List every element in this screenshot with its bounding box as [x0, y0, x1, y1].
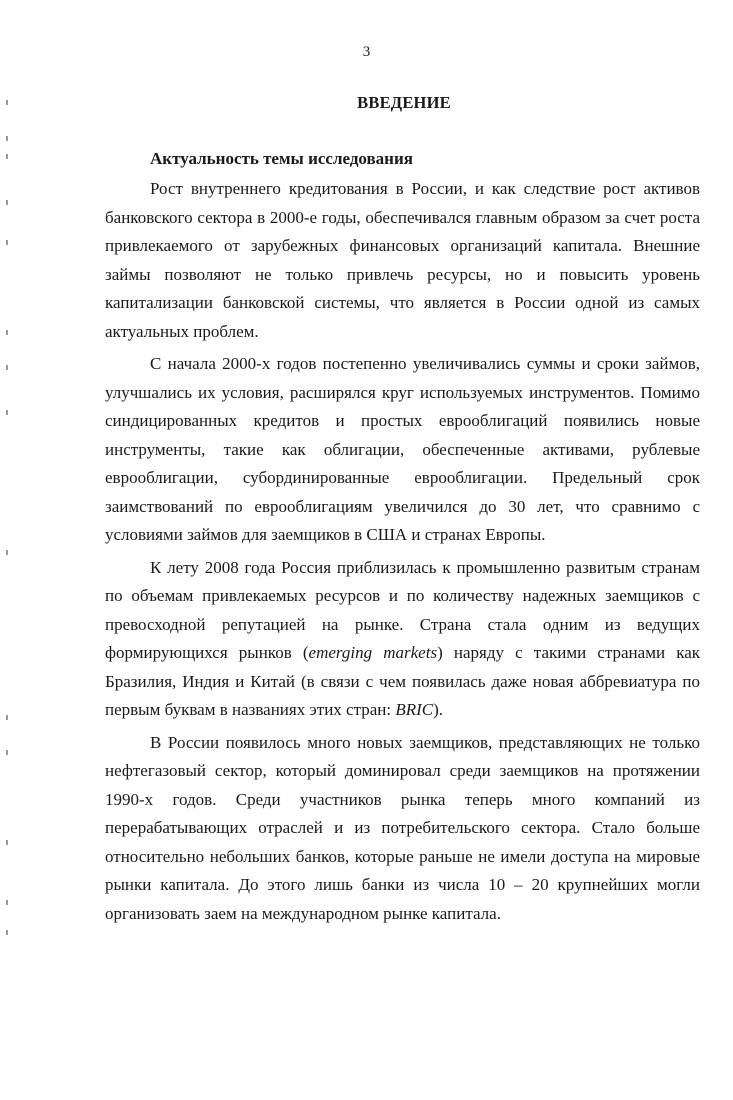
- scan-margin-marks: [6, 60, 12, 960]
- emerging-markets-term: emerging markets: [308, 643, 438, 662]
- paragraph-3-text-b: ) наряду с такими странами как Бразилия, Индия и Китай (в связи с чем появилась даже новая аббревиатура по первым буквам в названиях этих стран:: [105, 643, 700, 719]
- paragraph-1: Рост внутреннего кредитования в России, и как следствие рост активов банковского сектора в 2000-е годы, обеспечивался главным образом за счет роста привлекаемого от зарубежных финансовых организаций капитала. Внешние займы позволяют не только привлечь ресурсы, но и повысить уровень капитализации банковской системы, что является в России одной из самых актуальных проблем.: [105, 179, 700, 341]
- paragraph-3: [105, 554, 700, 725]
- page-title: ВВЕДЕНИЕ: [357, 93, 451, 112]
- paragraph-4: В России появилось много новых заемщиков, представляющих не только нефтегазовый сектор, который доминировал среди заемщиков на протяжении 1990-х годов. Среди участников рынка теперь много компаний из перерабатывающих отраслей и из потребительского сектора. Стало больше относительно небольших банков, которые раньше не имели доступа на мировые рынки капитала. До этого лишь банки из числа 10 – 20 крупнейших могли организовать заем на международном рынке капитала.: [105, 732, 700, 923]
- body-text: [105, 146, 700, 928]
- bric-abbreviation: BRIC: [395, 700, 434, 719]
- page-number: 3: [362, 44, 371, 60]
- paragraph-2: С начала 2000-х годов постепенно увеличивались суммы и сроки займов, улучшались их условия, расширялся круг используемых инструментов. Помимо синдицированных кредитов и простых еврооблигаций появились новые инструменты, такие как облигации, обеспеченные активами, рублевые еврооблигации, субординированные еврооблигации. Предельный срок заимствований по еврооблигациям увеличился до 30 лет, что сравнимо с условиями займов для заемщиков в США и странах Европы.: [105, 354, 700, 544]
- section-heading: Актуальность темы исследования: [150, 149, 413, 168]
- paragraph-3-text-c: ).: [433, 700, 444, 719]
- paragraph-3-text-a: К лету 2008 года Россия приблизилась к промышленно развитым странам по объемам привлекаемых ресурсов и по количеству надежных заемщиков с превосходной репутацией на рынке. Страна стала одним из ведущих формирующихся рынков (: [105, 557, 700, 662]
